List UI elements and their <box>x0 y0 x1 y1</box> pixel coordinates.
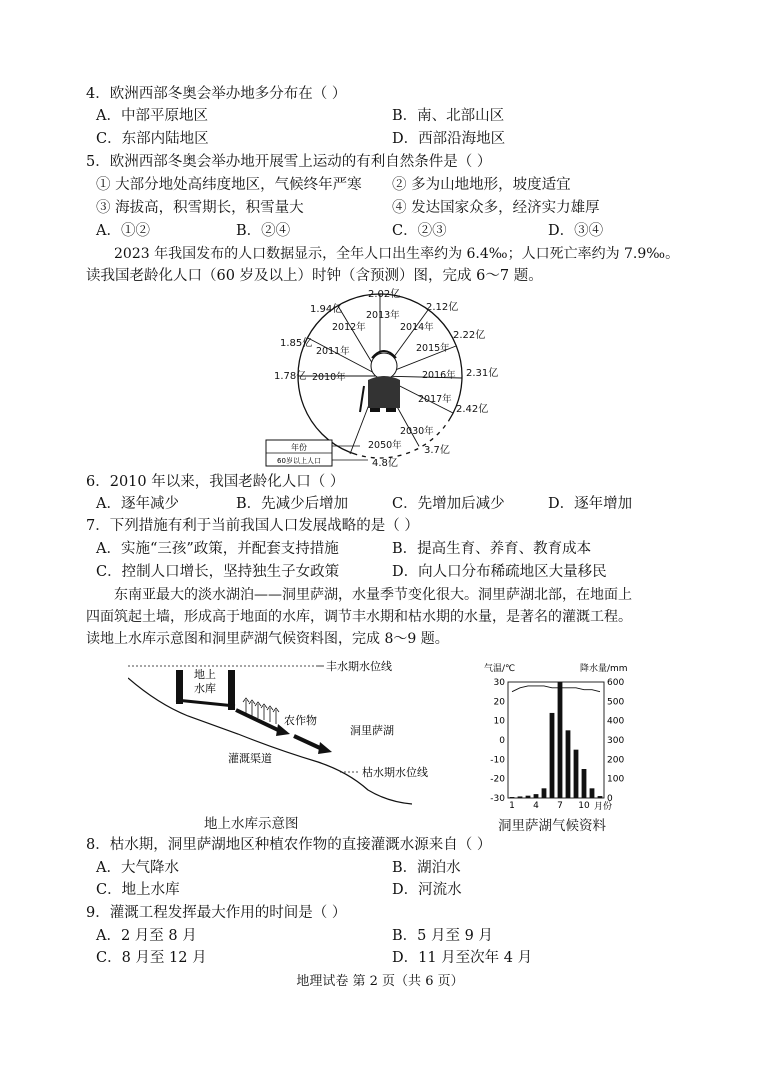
y-left-tick: -10 <box>490 755 505 766</box>
clock-year: 2014年 <box>400 322 434 333</box>
q4-option-d: D．西部沿海地区 <box>392 131 506 147</box>
clock-year: 2017年 <box>418 394 452 405</box>
y-right-tick: 200 <box>607 755 625 766</box>
q8-option-a: A．大气降水 <box>96 860 179 876</box>
precipitation-bar <box>510 797 515 798</box>
x-tick: 1 <box>509 801 515 811</box>
y-left-tick: -30 <box>490 794 505 804</box>
q5-statement-3: ③ 海拔高，积雪期长，积雪量大 <box>96 200 304 216</box>
q8-option-c: C．地上水库 <box>96 882 180 898</box>
reservoir-diagram <box>128 654 428 810</box>
clock-year: 2013年 <box>366 310 400 321</box>
clock-year: 2011年 <box>316 346 350 357</box>
y-right-tick: 0 <box>607 794 613 804</box>
precipitation-bar <box>558 682 563 798</box>
diagram-caption: 地上水库示意图 <box>204 816 299 832</box>
q5-statement-4: ④ 发达国家众多，经济实力雄厚 <box>392 200 600 216</box>
clock-value: 2.12亿 <box>426 302 459 313</box>
precipitation-bar <box>598 796 603 798</box>
clock-value: 2.22亿 <box>453 330 486 341</box>
q6-option-a: A．逐年减少 <box>96 496 179 512</box>
q7-option-b: B．提高生育、养育、教育成本 <box>392 541 592 557</box>
q9-stem: 9．灌溉工程发挥最大作用的时间是（ ） <box>86 905 347 921</box>
q5-option-d: D．③④ <box>548 223 604 239</box>
q9-option-a: A．2 月至 8 月 <box>96 928 197 944</box>
clock-value: 3.7亿 <box>424 445 450 456</box>
clock-year: 2012年 <box>332 322 366 333</box>
clock-value: 4.8亿 <box>372 458 398 469</box>
clock-year: 2016年 <box>422 370 456 381</box>
q5-option-b: B．②④ <box>236 223 291 239</box>
clock-value: 2.31亿 <box>466 368 499 379</box>
y-left-tick: 30 <box>493 678 505 688</box>
elderly-person-icon <box>360 351 400 412</box>
y-right-tick: 300 <box>607 736 625 746</box>
aging-population-clock <box>260 288 500 470</box>
q4-option-b: B．南、北部山区 <box>392 108 505 124</box>
canal-label: 灌溉渠道 <box>228 752 272 765</box>
q4-option-c: C．东部内陆地区 <box>96 131 209 147</box>
clock-value: 1.94亿 <box>310 304 343 315</box>
q9-option-d: D．11 月至次年 4 月 <box>392 950 533 966</box>
precipitation-bar <box>518 796 523 798</box>
q6-stem: 6．2010 年以来，我国老龄化人口（ ） <box>86 474 345 490</box>
clock-value: 2.02亿 <box>368 289 401 300</box>
precipitation-bar <box>542 788 547 798</box>
intro1-line2: 读我国老龄化人口（60 岁及以上）时钟（含预测）图，完成 6～7 题。 <box>86 268 543 284</box>
intro2-line2: 四面筑起土墙，形成高于地面的水库，调节丰水期和枯水期的水量，是著名的灌溉工程。 <box>86 609 632 625</box>
precipitation-bar <box>582 769 587 798</box>
y-right-tick: 100 <box>607 774 625 785</box>
chart-ylabel-right: 降水量/mm <box>580 664 628 674</box>
precipitation-bar <box>550 713 555 798</box>
x-tick: 7 <box>557 801 563 811</box>
temperature-line <box>512 686 600 692</box>
clock-value: 1.85亿 <box>280 338 313 349</box>
q4-stem: 4．欧洲西部冬奥会举办地多分布在（ ） <box>86 86 347 102</box>
q7-option-c: C．控制人口增长，坚持独生子女政策 <box>96 564 340 580</box>
reservoir-label-2: 水库 <box>194 682 216 695</box>
q7-stem: 7．下列措施有利于当前我国人口发展战略的是（ ） <box>86 518 419 534</box>
clock-value: 1.78亿 <box>274 371 307 382</box>
crops-label: 农作物 <box>284 714 317 727</box>
intro2-line1: 东南亚最大的淡水湖泊——洞里萨湖，水量季节变化很大。洞里萨湖北部，在地面上 <box>114 587 632 603</box>
climate-chart <box>472 662 632 812</box>
q8-option-b: B．湖泊水 <box>392 860 461 876</box>
y-left-tick: 20 <box>493 697 505 708</box>
chart-xlabel: 月份 <box>594 802 613 812</box>
precipitation-bar <box>574 750 579 798</box>
reservoir-label-1: 地上 <box>194 668 216 681</box>
q8-stem: 8．枯水期，洞里萨湖地区种植农作物的直接灌溉水源来自（ ） <box>86 837 492 853</box>
clock-year: 2015年 <box>416 343 450 354</box>
q6-option-c: C．先增加后减少 <box>392 496 505 512</box>
clock-year: 2010年 <box>312 372 346 383</box>
q7-option-d: D．向人口分布稀疏地区大量移民 <box>392 564 607 580</box>
q6-option-d: D．逐年增加 <box>548 496 633 512</box>
precipitation-bar <box>526 796 531 798</box>
y-left-tick: 0 <box>499 736 505 746</box>
high-water-label: 丰水期水位线 <box>326 660 392 673</box>
q8-option-d: D．河流水 <box>392 882 462 898</box>
clock-year: 2030年 <box>400 426 434 437</box>
q5-option-c: C．②③ <box>392 223 447 239</box>
chart-ylabel-left: 气温/℃ <box>484 664 516 674</box>
q6-option-b: B．先减少后增加 <box>236 496 349 512</box>
clock-legend-pop: 60岁以上人口 <box>277 457 321 465</box>
chart-title: 洞里萨湖气候资料 <box>498 818 606 834</box>
page-footer: 地理试卷 第 2 页（共 6 页） <box>296 974 464 989</box>
precipitation-bar <box>534 794 539 798</box>
intro1-line1: 2023 年我国发布的人口数据显示，全年人口出生率约为 6.4‰；人口死亡率约为 7.9‰。 <box>114 246 680 262</box>
y-left-tick: -20 <box>490 774 505 785</box>
clock-value: 2.42亿 <box>456 404 489 415</box>
q7-option-a: A．实施“三孩”政策，并配套支持措施 <box>96 541 339 557</box>
q9-option-b: B．5 月至 9 月 <box>392 928 493 944</box>
q5-option-a: A．①② <box>96 223 150 239</box>
clock-legend-year: 年份 <box>291 443 307 452</box>
q9-option-c: C．8 月至 12 月 <box>96 950 207 966</box>
y-left-tick: 10 <box>493 716 505 727</box>
y-right-tick: 500 <box>607 697 625 708</box>
q5-statement-1: ① 大部分地处高纬度地区，气候终年严寒 <box>96 177 362 193</box>
lake-label: 洞里萨湖 <box>350 724 394 737</box>
intro2-line3: 读地上水库示意图和洞里萨湖气候资料图，完成 8～9 题。 <box>86 631 449 647</box>
x-tick: 10 <box>578 801 590 811</box>
x-tick: 4 <box>533 801 539 811</box>
q4-option-a: A．中部平原地区 <box>96 108 208 124</box>
low-water-label: 枯水期水位线 <box>362 766 428 779</box>
clock-year: 2050年 <box>368 440 402 451</box>
y-right-tick: 600 <box>607 678 625 688</box>
q5-statement-2: ② 多为山地地形，坡度适宜 <box>392 177 571 193</box>
y-right-tick: 400 <box>607 716 625 727</box>
q5-stem: 5．欧洲西部冬奥会举办地开展雪上运动的有利自然条件是（ ） <box>86 154 492 170</box>
precipitation-bar <box>590 788 595 798</box>
precipitation-bar <box>566 730 571 798</box>
